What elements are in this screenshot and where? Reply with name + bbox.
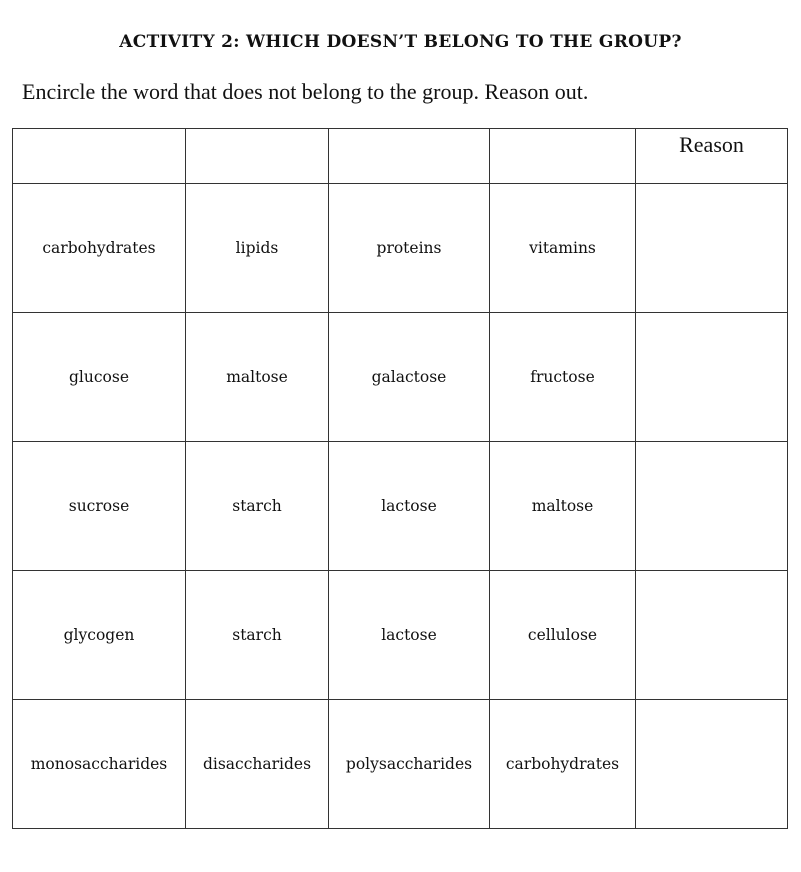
table-row [13,571,788,700]
instructions: Encircle the word that does not belong to the group. Reason out. [22,79,589,104]
table-row [13,442,788,571]
word-cell[interactable]: polysaccharides [329,700,490,829]
header-cell [186,129,329,184]
reason-cell[interactable] [636,571,788,700]
reason-cell[interactable] [636,700,788,829]
header-cell [490,129,636,184]
word-cell[interactable]: lipids [186,184,329,313]
word-cell[interactable]: vitamins [490,184,636,313]
header-cell [329,129,490,184]
header-row [13,129,788,184]
word-cell[interactable]: sucrose [13,442,186,571]
word-cell[interactable]: disaccharides [186,700,329,829]
word-cell[interactable]: glycogen [13,571,186,700]
reason-cell[interactable] [636,442,788,571]
word-cell[interactable]: starch [186,442,329,571]
header-cell [13,129,186,184]
word-cell[interactable]: galactose [329,313,490,442]
word-cell[interactable]: fructose [490,313,636,442]
word-cell[interactable]: carbohydrates [13,184,186,313]
activity-table [12,128,788,829]
word-cell[interactable]: cellulose [490,571,636,700]
word-cell[interactable]: maltose [186,313,329,442]
word-cell[interactable]: starch [186,571,329,700]
reason-header: Reason [636,129,788,184]
reason-cell[interactable] [636,184,788,313]
reason-cell[interactable] [636,313,788,442]
word-cell[interactable]: monosaccharides [13,700,186,829]
table-row [13,700,788,829]
activity-title: ACTIVITY 2: WHICH DOESN’T BELONG TO THE GROUP? [119,32,682,52]
word-cell[interactable]: lactose [329,571,490,700]
word-cell[interactable]: carbohydrates [490,700,636,829]
word-cell[interactable]: maltose [490,442,636,571]
word-cell[interactable]: lactose [329,442,490,571]
word-cell[interactable]: proteins [329,184,490,313]
table-row [13,313,788,442]
table-row [13,184,788,313]
word-cell[interactable]: glucose [13,313,186,442]
